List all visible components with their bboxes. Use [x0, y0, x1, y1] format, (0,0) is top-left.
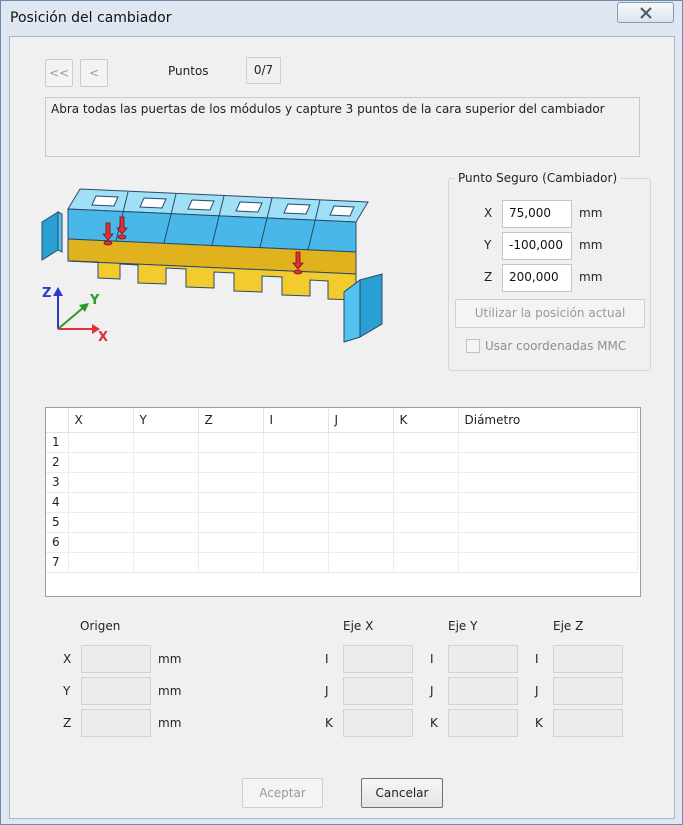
table-cell[interactable] — [198, 472, 263, 492]
origin-z-unit: mm — [158, 716, 182, 730]
axis-y-label: Y — [90, 293, 100, 308]
table-cell[interactable] — [328, 532, 393, 552]
table-cell[interactable] — [328, 512, 393, 532]
table-header-row — [46, 408, 637, 432]
origin-y-unit: mm — [158, 684, 182, 698]
table-cell[interactable] — [133, 532, 198, 552]
table-cell[interactable] — [393, 512, 458, 532]
table-cell[interactable] — [198, 552, 263, 572]
table-cell[interactable] — [133, 512, 198, 532]
row-number: 4 — [46, 492, 68, 512]
table-cell[interactable] — [393, 492, 458, 512]
axis-y-title: Eje Y — [448, 619, 478, 633]
table-cell[interactable] — [458, 472, 637, 492]
axis-z-i-label: I — [535, 652, 539, 666]
axis-z-i-input[interactable] — [553, 645, 623, 673]
close-icon — [639, 7, 653, 19]
use-current-position-button[interactable]: Utilizar la posición actual — [455, 299, 645, 328]
safe-y-unit: mm — [579, 238, 603, 252]
safe-x-unit: mm — [579, 206, 603, 220]
table-cell[interactable] — [328, 492, 393, 512]
safe-y-label: Y — [484, 238, 492, 252]
axis-x-i-label: I — [325, 652, 329, 666]
axis-x-j-label: J — [325, 684, 329, 698]
mmc-coordinates-label: Usar coordenadas MMC — [485, 339, 627, 353]
table-cell[interactable] — [68, 432, 133, 452]
table-row[interactable] — [46, 552, 637, 572]
safe-point-title: Punto Seguro (Cambiador) — [455, 171, 620, 185]
column-header-z[interactable]: Z — [198, 408, 263, 432]
table-cell[interactable] — [133, 432, 198, 452]
safe-x-label: X — [484, 206, 493, 220]
axis-x-i-input[interactable] — [343, 645, 413, 673]
table-row[interactable] — [46, 512, 637, 532]
column-header-diameter[interactable]: Diámetro — [458, 408, 637, 432]
dialog-client-area — [9, 36, 675, 819]
table-cell[interactable] — [263, 512, 328, 532]
table-cell[interactable] — [393, 532, 458, 552]
safe-x-input[interactable]: 75,000 — [502, 200, 572, 228]
table-cell[interactable] — [68, 452, 133, 472]
origin-x-unit: mm — [158, 652, 182, 666]
row-number: 7 — [46, 552, 68, 572]
table-cell[interactable] — [458, 512, 637, 532]
column-header-rownum — [46, 408, 68, 432]
table-cell[interactable] — [198, 492, 263, 512]
table-cell[interactable] — [458, 492, 637, 512]
column-header-x[interactable]: X — [68, 408, 133, 432]
origin-z-label: Z — [63, 716, 72, 730]
table-cell[interactable] — [263, 472, 328, 492]
origin-y-label: Y — [63, 684, 71, 698]
axis-y-k-label: K — [430, 716, 438, 730]
cancel-button[interactable]: Cancelar — [361, 778, 443, 808]
table-cell[interactable] — [198, 532, 263, 552]
table-cell[interactable] — [328, 552, 393, 572]
table-row[interactable] — [46, 472, 637, 492]
table-row[interactable] — [46, 492, 637, 512]
table-cell[interactable] — [198, 452, 263, 472]
table-cell[interactable] — [263, 452, 328, 472]
table-cell[interactable] — [198, 432, 263, 452]
axis-x-label: X — [98, 330, 109, 345]
mmc-coordinates-checkbox[interactable] — [466, 339, 480, 353]
table-cell[interactable] — [328, 452, 393, 472]
row-number: 3 — [46, 472, 68, 492]
axis-z-j-input[interactable] — [553, 677, 623, 705]
table-cell[interactable] — [68, 512, 133, 532]
table-cell[interactable] — [458, 452, 637, 472]
safe-z-unit: mm — [579, 270, 603, 284]
row-number: 1 — [46, 432, 68, 452]
axis-y-j-label: J — [430, 684, 434, 698]
safe-point-group — [448, 171, 651, 371]
table-cell[interactable] — [263, 552, 328, 572]
axis-x-k-label: K — [325, 716, 333, 730]
previous-point-button[interactable]: < — [80, 59, 108, 87]
table-cell[interactable] — [68, 532, 133, 552]
table-cell[interactable] — [133, 452, 198, 472]
axis-x-j-input[interactable] — [343, 677, 413, 705]
column-header-k[interactable]: K — [393, 408, 458, 432]
table-cell[interactable] — [393, 452, 458, 472]
window-title: Posición del cambiador — [10, 10, 172, 26]
axis-x-title: Eje X — [343, 619, 374, 633]
table-cell[interactable] — [68, 552, 133, 572]
axis-z-title: Eje Z — [553, 619, 584, 633]
origin-y-input[interactable] — [81, 677, 151, 705]
points-table[interactable] — [45, 407, 641, 597]
origin-title: Origen — [80, 619, 121, 633]
table-cell[interactable] — [458, 552, 637, 572]
column-header-j[interactable]: J — [328, 408, 393, 432]
safe-y-input[interactable]: -100,000 — [502, 232, 572, 260]
row-number: 5 — [46, 512, 68, 532]
points-counter: 0/7 — [246, 57, 281, 84]
table-cell[interactable] — [458, 432, 637, 452]
table-cell[interactable] — [68, 472, 133, 492]
axis-y-k-input[interactable] — [448, 709, 518, 737]
table-row[interactable] — [46, 452, 637, 472]
table-cell[interactable] — [328, 432, 393, 452]
table-cell[interactable] — [198, 512, 263, 532]
row-number: 6 — [46, 532, 68, 552]
column-header-y[interactable]: Y — [133, 408, 198, 432]
axis-y-i-label: I — [430, 652, 434, 666]
table-cell[interactable] — [133, 472, 198, 492]
table-row[interactable] — [46, 532, 637, 552]
axis-z-j-label: J — [535, 684, 539, 698]
safe-z-input[interactable]: 200,000 — [502, 264, 572, 292]
axis-z-k-input[interactable] — [553, 709, 623, 737]
points-label: Puntos — [168, 64, 209, 78]
table-cell[interactable] — [263, 432, 328, 452]
row-number: 2 — [46, 452, 68, 472]
table-cell[interactable] — [393, 472, 458, 492]
table-row[interactable] — [46, 432, 637, 452]
axis-z-k-label: K — [535, 716, 543, 730]
table-cell[interactable] — [263, 532, 328, 552]
table-cell[interactable] — [263, 492, 328, 512]
table-cell[interactable] — [133, 492, 198, 512]
axis-y-j-input[interactable] — [448, 677, 518, 705]
table-cell[interactable] — [133, 552, 198, 572]
close-button[interactable] — [617, 2, 674, 23]
axis-z-label: Z — [42, 286, 52, 301]
origin-x-input[interactable] — [81, 645, 151, 673]
origin-z-input[interactable] — [81, 709, 151, 737]
table-cell[interactable] — [328, 472, 393, 492]
title-bar — [1, 1, 682, 35]
origin-x-label: X — [63, 652, 72, 666]
accept-button[interactable]: Aceptar — [242, 778, 323, 808]
instructions-text: Abra todas las puertas de los módulos y capture 3 puntos de la cara superior del cambiador — [45, 97, 640, 157]
column-header-i[interactable]: I — [263, 408, 328, 432]
table-cell[interactable] — [393, 432, 458, 452]
table-cell[interactable] — [68, 492, 133, 512]
axis-y-i-input[interactable] — [448, 645, 518, 673]
first-point-button[interactable]: << — [45, 59, 73, 87]
axis-x-k-input[interactable] — [343, 709, 413, 737]
table-cell[interactable] — [393, 552, 458, 572]
safe-z-label: Z — [484, 270, 493, 284]
table-cell[interactable] — [458, 532, 637, 552]
